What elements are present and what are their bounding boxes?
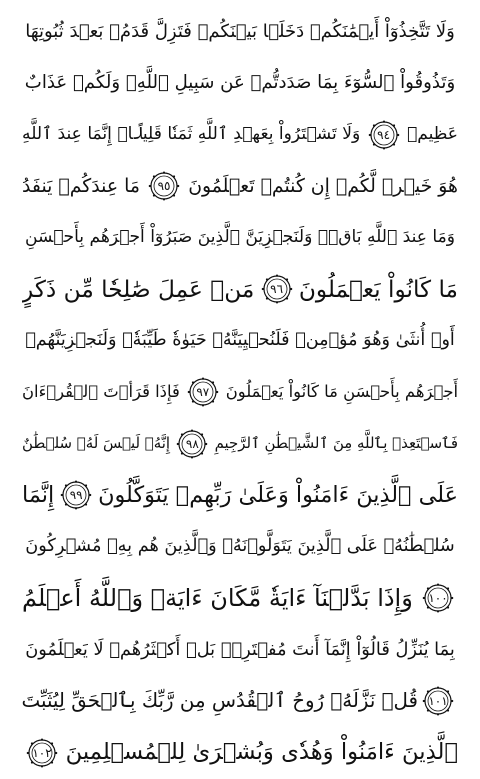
text-line — [22, 521, 458, 573]
verse-text: فَإِذَا قَرَأۡتَ ٱلۡقُرۡءَانَ — [22, 382, 180, 402]
ayah-number: ٩٥ — [157, 179, 171, 194]
ayah-number: ٩٧ — [196, 385, 210, 400]
ayah-marker — [368, 120, 400, 150]
verse-text: وَإِذَا بَدَّلۡنَآ ءَايَةٗ مَّكَانَ ءَايَةٖ وَٱللَّهُ أَعۡلَمُ — [22, 584, 413, 613]
text-line — [22, 109, 458, 161]
ayah-number: ١٠١ — [428, 694, 448, 709]
ayah-marker — [261, 274, 293, 304]
verse-text: أَجۡرَهُم بِأَحۡسَنِ مَا كَانُواْ يَعۡمَلُونَ — [225, 382, 458, 402]
text-line — [22, 727, 458, 779]
verse-text: بِمَا يُنَزِّلُ قَالُوٓاْ إِنَّمَآ أَنتَ مُفۡتَرِۭۚ بَلۡ أَكۡثَرُهُمۡ لَا يَعۡلَمُونَ — [25, 638, 455, 660]
ayah-number: ٩٦ — [270, 282, 284, 297]
text-line — [22, 6, 458, 58]
verse-text: وَتَذُوقُواْ ٱلسُّوٓءَ بِمَا صَدَدتُّمۡ عَن سَبِيلِ ٱللَّهِۖ وَلَكُمۡ عَذَابٌ — [24, 72, 456, 94]
ayah-marker — [422, 686, 454, 716]
ayah-marker — [148, 171, 180, 201]
verse-text: مَا كَانُواْ يَعۡمَلُونَ — [298, 275, 458, 303]
ayah-marker — [176, 429, 208, 459]
verse-text: أَوۡ أُنثَىٰ وَهُوَ مُؤۡمِنٞ فَلَنُحۡيِيَنَّهُۥ حَيَوٰةٗ طَيِّبَةٗۖ وَلَنَجۡزِيَنَّهُمۡ — [25, 329, 455, 350]
ayah-number: ٩٤ — [377, 127, 391, 142]
text-line — [22, 573, 458, 625]
text-line — [22, 676, 458, 728]
verse-text: عَظِيمٞ — [406, 124, 458, 145]
verse-text: وَلَا تَشۡتَرُواْ بِعَهۡدِ ٱللَّهِ ثَمَنٗا قَلِيلًاۚ إِنَّمَا عِندَ ٱللَّهِ — [22, 124, 361, 145]
verse-text: سُلۡطَٰنُهُۥ عَلَى ٱلَّذِينَ يَتَوَلَّوۡنَهُۥ وَٱلَّذِينَ هُم بِهِۦ مُشۡرِكُونَ — [25, 535, 455, 556]
ayah-number: ١٠٢ — [32, 745, 52, 760]
text-line — [22, 212, 458, 264]
verse-text: قُلۡ نَزَّلَهُۥ رُوحُ ٱلۡقُدُسِ مِن رَّبِّكَ بِٱلۡحَقِّ لِيُثَبِّتَ — [22, 689, 418, 713]
ayah-marker — [60, 480, 92, 510]
text-line — [22, 58, 458, 110]
text-line — [22, 315, 458, 367]
text-line — [22, 367, 458, 419]
ayah-marker — [187, 377, 219, 407]
verse-text: فَٱسۡتَعِذۡ بِٱللَّهِ مِنَ ٱلشَّيۡطَٰنِ ٱلرَّجِيمِ — [214, 434, 458, 453]
ayah-number: ١٠٠ — [428, 591, 448, 606]
ayah-marker — [26, 738, 58, 768]
verse-text: وَلَا تَتَّخِذُوٓاْ أَيۡمَٰنَكُمۡ دَخَلَۢا بَيۡنَكُمۡ فَتَزِلَّ قَدَمُۢ بَعۡدَ ثُبُوتِهَا — [25, 20, 455, 42]
verse-text: عَلَى ٱلَّذِينَ ءَامَنُواْ وَعَلَىٰ رَبِّهِمۡ يَتَوَكَّلُونَ — [98, 482, 458, 509]
verse-text: مَنۡ عَمِلَ صَٰلِحٗا مِّن ذَكَرٍ — [22, 275, 255, 303]
ayah-number: ٩٩ — [69, 488, 83, 503]
text-line — [22, 418, 458, 470]
verse-text: مَا عِندَكُمۡ يَنفَدُ — [22, 174, 140, 197]
verse-text: إِنَّهُۥ لَيۡسَ لَهُۥ سُلۡطَٰنٌ — [22, 434, 171, 453]
verse-text: وَمَا عِندَ ٱللَّهِ بَاقٖۗ وَلَنَجۡزِيَنَّ ٱلَّذِينَ صَبَرُوٓاْ أَجۡرَهُم بِأَحۡسَنِ — [25, 227, 455, 248]
ayah-number: ٩٨ — [185, 436, 199, 451]
verse-text: ٱلَّذِينَ ءَامَنُواْ وَهُدٗى وَبُشۡرَىٰ لِلۡمُسۡلِمِينَ — [65, 739, 458, 766]
text-line — [22, 264, 458, 316]
ayah-marker — [422, 583, 454, 613]
verse-text: هُوَ خَيۡرٞ لَّكُمۡ إِن كُنتُمۡ تَعۡلَمُونَ — [188, 174, 458, 197]
text-line — [22, 624, 458, 676]
verse-text: إِنَّمَا — [22, 482, 55, 509]
text-line — [22, 161, 458, 213]
text-line — [22, 470, 458, 522]
